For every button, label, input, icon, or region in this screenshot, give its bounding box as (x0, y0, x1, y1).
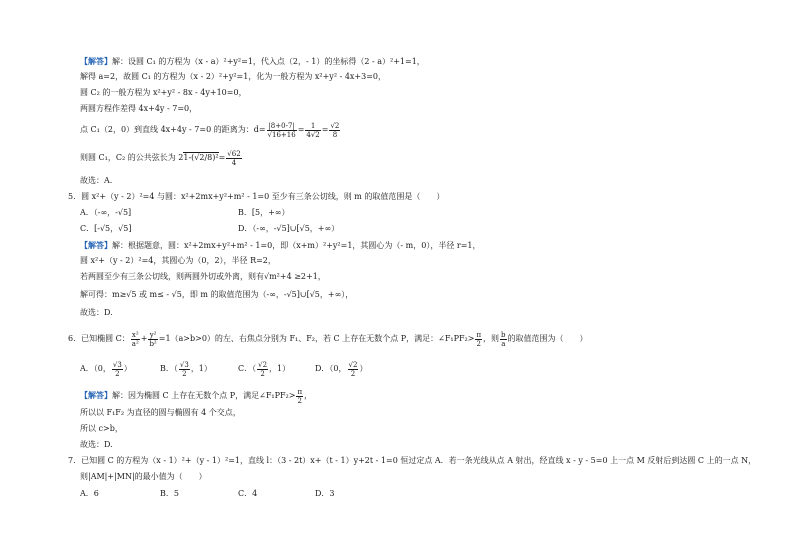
solution-line-7: 故选：A. (80, 176, 113, 185)
solution-line-5: 点 C₁（2，0）到直线 4x+4y - 7=0 的距离为：d= $\frac{|8+0-7|}{√16+16}$ = $\frac{1}{4√2}$ = $\frac{√2}{8}$ (80, 121, 340, 139)
fraction: $\frac{b}{a}$ (501, 330, 506, 348)
q6-solution-1: 【解答】解：因为椭圆 C 上存在无数个点 P，满足∠F₁PF₂> $\frac{\pi}{2}$ ， (80, 387, 313, 405)
q6-option-d: D．（0， $\frac{√2}{2}$ ） (315, 360, 368, 378)
solution-line-4: 两圆方程作差得 4x+4y - 7=0， (80, 104, 198, 113)
answer-tag: 【解答】 (80, 390, 112, 400)
q5-option-b: B．[5，+∞） (238, 208, 290, 217)
fraction: $\frac{|8+0-7|}{√16+16}$ (267, 121, 296, 139)
fraction: $\frac{\pi}{2}$ (476, 330, 482, 348)
q5-solution-2: 圆 x²+（y - 2）²=4，其圆心为（0，2），半径 R=2， (80, 256, 276, 265)
q5-option-d: D．（-∞，-√5]∪[√5，+∞） (238, 224, 340, 233)
q7-option-d: D．3 (315, 489, 335, 498)
q7-option-b: B．5 (160, 489, 179, 498)
q6-solution-4: 故选：D. (80, 440, 113, 449)
q6-option-a: A．（0， $\frac{√3}{2}$ ） (80, 360, 132, 378)
q5-option-a: A．（-∞，-√5] (80, 208, 132, 217)
q6-solution-3: 所以 c>b， (80, 424, 123, 433)
q5-solution-3: 若两圆至少有三条公切线，则两圆外切或外离，则有√m²+4 ≥2+1， (80, 272, 326, 281)
sqrt-expression: 1-(√2/8)² (183, 153, 219, 162)
q5-solution-1: 【解答】解：根据题意，圆：x²+2mx+y²+m² - 1=0，即（x+m）²+y²=1，其圆心为（- m，0），半径 r=1， (80, 240, 481, 250)
fraction: $\frac{√2}{8}$ (330, 121, 340, 139)
fraction: $\frac{1}{4√2}$ (306, 121, 320, 139)
solution-line-6: 则圆 C₁，C₂ 的公共弦长为 21-(√2/8)²= $\frac{√62}{4}$ (80, 149, 241, 167)
solution-line-1: 【解答】解：设圆 C₁ 的方程为（x - a）²+y²=1，代入点（2，- 1）的坐标得（2 - a）²+1=1， (80, 56, 425, 66)
q6-option-c: C．（ $\frac{√2}{2}$ ，1） (238, 360, 291, 378)
q5-option-c: C．[-√5，√5] (80, 224, 132, 233)
question-6: 6．已知椭圆 C： $\frac{\text{x²}}{\text{a²}}$ + $\frac{\text{y²}}{\text{b²}}$ =1（a>b>0）的左、右焦点分别为 F₁、F₂，若 C 上存在无数个点 P，满足：∠F₁PF₂> $\frac{\pi}{2}$ ，则 $\frac{b}{a}$ 的取值范围为（ ） (68, 330, 588, 348)
q7-option-a: A．6 (80, 489, 99, 498)
fraction: $\frac{\text{x²}}{\text{a²}}$ (131, 330, 139, 348)
fraction: $\frac{√62}{4}$ (227, 149, 241, 167)
q6-option-b: B．（ $\frac{√3}{2}$ ，1） (160, 360, 212, 378)
fraction: $\frac{\text{y²}}{\text{b²}}$ (149, 330, 157, 348)
q5-solution-4: 解可得：m≥√5 或 m≤ - √5，即 m 的取值范围为（-∞，-√5]∪[√5，+∞）， (80, 290, 354, 299)
question-7: 7．已知圆 C 的方程为（x - 1）²+（y - 1）²=1，直线 l：（3 - 2t）x+（t - 1）y+2t - 1=0 恒过定点 A．若一条光线从点 A 射出，经直线 x - y - 5=0 上一点 M 反射后到达圆 C 上的一点 N， (68, 456, 757, 465)
question-7-cont: 则|AM|+|MN|的最小值为（ ） (80, 472, 207, 481)
question-5: 5．圆 x²+（y - 2）²=4 与圆：x²+2mx+y²+m² - 1=0 至少有三条公切线，则 m 的取值范围是（ ） (68, 192, 445, 201)
q6-solution-2: 所以以 F₁F₂ 为直径的圆与椭圆有 4 个交点， (80, 408, 241, 417)
solution-line-3: 圆 C₂ 的一般方程为 x²+y² - 8x - 4y+10=0， (80, 88, 247, 97)
q7-option-c: C．4 (238, 489, 258, 498)
solution-line-2: 解得 a=2，故圆 C₁ 的方程为（x - 2）²+y²=1，化为一般方程为 x²+y² - 4x+3=0， (80, 72, 387, 81)
answer-tag: 【解答】 (80, 56, 112, 66)
q5-solution-5: 故选：D. (80, 308, 113, 317)
answer-tag: 【解答】 (80, 240, 112, 250)
